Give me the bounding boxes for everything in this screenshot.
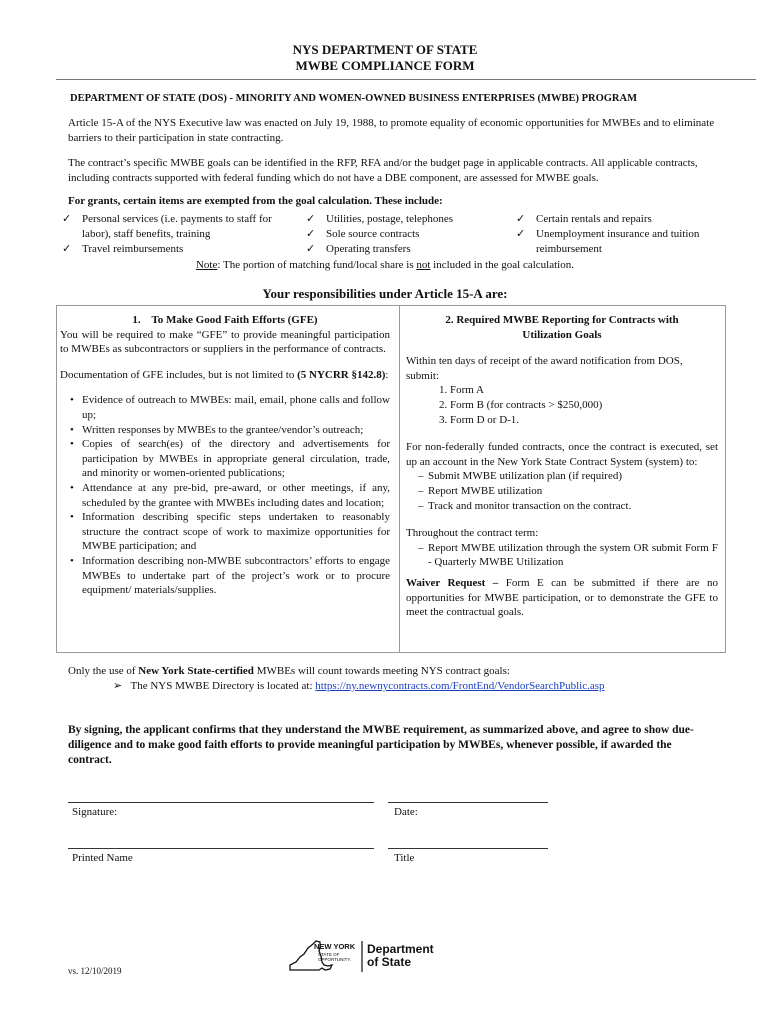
signature-line[interactable] [68, 802, 374, 803]
gfe-intro: You will be required to make “GFE” to provide meaningful participation to MWBEs as subcontractors or suppliers in the performance of contracts. [60, 328, 390, 356]
list-item: • Evidence of outreach to MWBEs: mail, email, phone calls and follow up; [82, 393, 390, 422]
responsibilities-heading: Your responsibilities under Article 15-A are: [262, 286, 508, 301]
intro-paragraph-1: Article 15-A of the NYS Executive law was enacted on July 19, 1988, to promote equality of economic opportunities for MWBEs and to eliminate barriers to their participation in state contracting. [68, 117, 715, 144]
check-icon: ✓ [516, 228, 526, 240]
gfe-column [60, 313, 390, 598]
check-icon: ✓ [306, 228, 316, 240]
check-icon: ✓ [516, 213, 526, 225]
form-page: NYS DEPARTMENT OF STATE MWBE COMPLIANCE FORM DEPARTMENT OF STATE (DOS) - MINORITY AND WOMEN-OWNED BUSINESS ENTERPRISES (MWBE) PROGRAM Article 15-A of the NYS Executive law was enacted on July 19, 1988, to promote equality of economic opportunities for MWBEs and to eliminate barriers to their participation in state contracting. The contract’s specific MWBE goals can be identified in the RFP, RFA and/or the budget page in applicable contracts. All applicable contracts, including contracts supported with federal funding which do not have a DBE component, are assessed for MWBE goals. For grants, certain items are exempted from the goal calculation. These include: ✓ Personal services (i.e. payments to staff for labor), staff benefits, training ✓ Travel reimbursements ✓ Utilities, postage, telephones ✓ Sole source contracts ✓ Operating transfers ✓ Certain rentals and repairs ✓ Unemployment insurance and tuition reimbursement Note: The portion of matching fund/local share is not included in the goal calculation. Your responsibilities under Article 15-A are: 1. To Make Good Faith Efforts (GFE) You will be required to make “GFE” to provide meaningful participation to MWBEs as subcontractors or suppliers in the performance of contracts. Documentation of GFE includes, but is not limited to (5 NYCRR §142.8): • Evidence of outreach to MWBEs: mail, email, phone calls and follow up; • Written responses by MWBEs to the grantee/vendor’s outreach; • Copies of search(es) of the directory and advertisements for participation by MWBEs in appropriate general circulation, trade, and minority or women-oriented publications; • Attendance at any pre-bid, pre-award, or other meetings, if any, scheduled by the grantee with MWBEs including dates and location; • Information describing specific steps undertaken to reasonably structure the contract scope of work to maximize opportunities for MWBE participation; and • Information describing non-MWBE subcontractors’ efforts to engage MWBEs to undertake part of the project’s work or to procure equipment/ materials/supplies. 2. Required MWBE Reporting for Contracts with Utilization Goals Within ten days of receipt of the award notification from DOS, submit: 1. Form A 2. Form B (for contracts > $250,000) 3. Form D or D-1. For non-federally funded contracts, once the contract is executed, set up an account in the New York State Contract System (system) to: – Submit MWBE utilization plan (if required) – Report MWBE utilization – Track and monitor transaction on the contract. Throughout the contract term: – Report MWBE utilization through the system OR submit Form F - Quarterly MWBE Utilization Waiver Request – Form E can be submitted if there are no opportunities for MWBE participation, or to demonstrate the GFE to meet the contractual goals. Only the use of New York State-certified MWBEs will count towards meeting NYS contract goals: ➢ The NYS MWBE Directory is located at: https://ny.newnycontracts.com/FrontEnd/VendorSearchPublic.asp By signing, the applicant confirms that they understand the MWBE requirement, as summarized above, and agree to show due-diligence and to make good faith efforts to provide meaningful participation by MWBEs, whenever possible, if awarded the contract. Signature: Date: Printed Name Title NEW YORK STATE OF OPPORTUNITY. Department of State vs. 12/10/2019 [0, 0, 770, 1024]
list-item: – Track and monitor transaction on the contract. [428, 499, 718, 514]
printed-name-line[interactable] [68, 848, 374, 849]
printed-name-label: Printed Name [72, 852, 133, 864]
reporting-title: 2. Required MWBE Reporting for Contracts with Utilization Goals [445, 314, 679, 341]
svg-text:NEW YORK: NEW YORK [314, 942, 356, 951]
gfe-bullet-list [60, 393, 390, 597]
form-title-line1: NYS DEPARTMENT OF STATE [292, 42, 478, 57]
list-item: • Information describing non-MWBE subcontractors’ efforts to engage MWBEs to undertake part of the project’s work or to procure equipment/ materials/supplies. [82, 554, 390, 598]
list-item: – Report MWBE utilization [428, 484, 718, 499]
required-forms-list [406, 383, 718, 427]
check-icon: ✓ [62, 213, 72, 225]
signature-label: Signature: [72, 806, 118, 818]
svg-text:of State: of State [367, 955, 412, 969]
program-subheading: DEPARTMENT OF STATE (DOS) - MINORITY AND WOMEN-OWNED BUSINESS ENTERPRISES (MWBE) PROGRAM [70, 93, 637, 104]
arrow-icon: ➢ [113, 680, 123, 692]
waiver-request: Waiver Request – Form E can be submitted if there are no opportunities for MWBE participation, or to demonstrate the GFE to meet the contractual goals. [406, 576, 718, 619]
note-line: Note: The portion of matching fund/local share is not included in the goal calculation. [195, 259, 574, 271]
check-icon: ✓ [306, 243, 316, 255]
list-item: • Written responses by MWBEs to the grantee/vendor’s outreach; [82, 423, 390, 438]
system-tasks-list [406, 469, 718, 513]
mwbe-directory-link[interactable]: https://ny.newnycontracts.com/FrontEnd/VendorSearchPublic.asp [315, 680, 605, 692]
reporting-column [406, 313, 718, 620]
grants-heading: For grants, certain items are exempted from the goal calculation. These include: [68, 195, 443, 207]
throughout-tasks-list [406, 541, 718, 570]
list-item: • Information describing specific steps undertaken to reasonably structure the contract scope of work to maximize opportunities for MWBE participation; and [82, 510, 390, 554]
version-label: vs. 12/10/2019 [68, 966, 122, 976]
svg-text:Department: Department [367, 942, 434, 956]
gfe-documentation: Documentation of GFE includes, but is not limited to (5 NYCRR §142.8): [60, 368, 389, 381]
title-label: Title [394, 852, 415, 864]
list-item: 3. Form D or D-1. [450, 413, 718, 428]
list-item: – Submit MWBE utilization plan (if required) [428, 469, 718, 484]
list-item: 2. Form B (for contracts > $250,000) [450, 398, 718, 413]
header-divider [56, 79, 756, 80]
check-icon: ✓ [62, 243, 72, 255]
intro-paragraph-2: The contract’s specific MWBE goals can be identified in the RFP, RFA and/or the budget page in applicable contracts. All applicable contracts, including contracts supported with federal funding which do not have a DBE component, are assessed for MWBE goals. [68, 157, 698, 184]
gfe-title: 1. To Make Good Faith Efforts (GFE) [132, 314, 318, 326]
list-item: 1. Form A [450, 383, 718, 398]
list-item: • Attendance at any pre-bid, pre-award, or other meetings, if any, scheduled by the grantee with MWBEs including dates and location; [82, 481, 390, 510]
list-item: – Report MWBE utilization through the system OR submit Form F - Quarterly MWBE Utilization [428, 541, 718, 570]
nys-dos-logo [286, 938, 446, 978]
signing-statement: By signing, the applicant confirms that they understand the MWBE requirement, as summarized above, and agree to show due-diligence and to make good faith efforts to provide meaningful participation by MWBEs, whenever possible, if awarded the contract. [68, 724, 694, 766]
list-item: • Copies of search(es) of the directory and advertisements for participation by MWBEs in appropriate general circulation, trade, and minority or women-oriented publications; [82, 437, 390, 481]
date-line[interactable] [388, 802, 548, 803]
reporting-throughout: Throughout the contract term: [406, 527, 539, 540]
svg-text:OPPORTUNITY.: OPPORTUNITY. [318, 957, 352, 962]
date-label: Date: [394, 806, 418, 818]
ny-state-outline-icon [286, 938, 446, 978]
form-title-line2: MWBE COMPLIANCE FORM [295, 58, 475, 73]
reporting-within: Within ten days of receipt of the award notification from DOS, submit: [406, 355, 683, 382]
certified-statement: Only the use of New York State-certified MWBEs will count towards meeting NYS contract goals: [68, 665, 510, 677]
svg-text:STATE OF: STATE OF [318, 952, 340, 957]
directory-line: ➢ The NYS MWBE Directory is located at: https://ny.newnycontracts.com/FrontEnd/VendorSearchPublic.asp [113, 680, 605, 692]
title-line[interactable] [388, 848, 548, 849]
reporting-nonfederal: For non-federally funded contracts, once the contract is executed, set up an account in the New York State Contract System (system) to: [406, 441, 718, 468]
check-icon: ✓ [306, 213, 316, 225]
